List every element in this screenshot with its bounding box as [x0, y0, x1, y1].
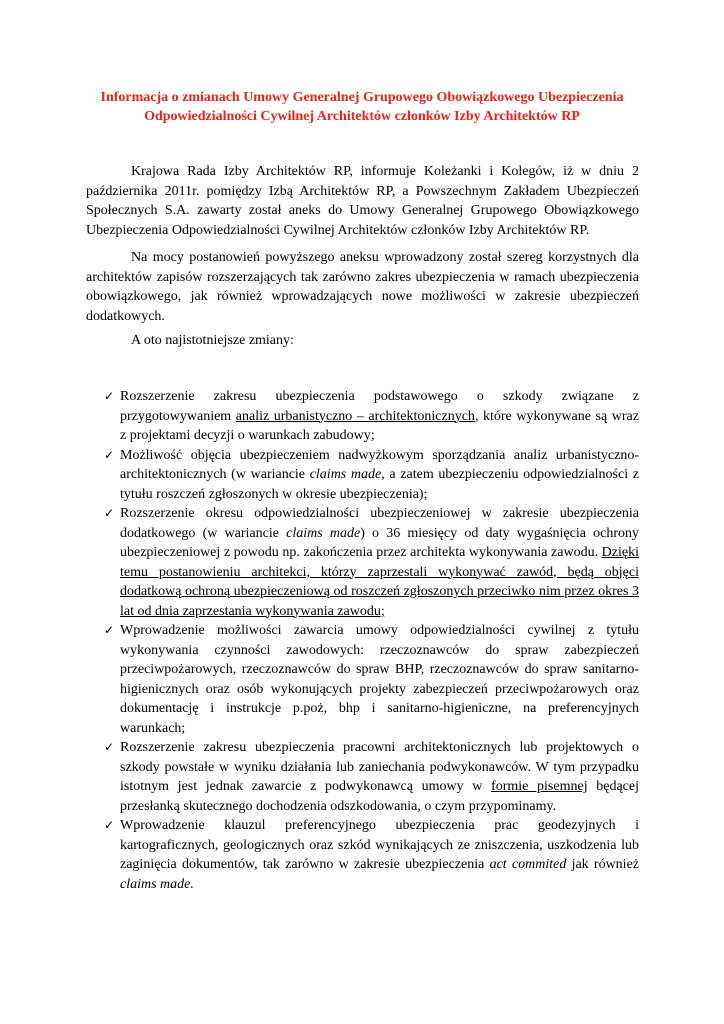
item-text: Możliwość objęcia ubezpieczeniem nadwyżkowym sporządzania analiz urbanistyczno-architektonicznych (w wariancie — [120, 447, 639, 482]
changes-list — [104, 387, 639, 894]
item-text-italic: claims made. — [120, 876, 194, 892]
checkmark-icon: ✓ — [104, 506, 115, 520]
checkmark-icon: ✓ — [104, 389, 115, 403]
title-line-1: Informacja o zmianach Umowy Generalnej Grupowego Obowiązkowego Ubezpieczenia — [100, 90, 624, 105]
item-text-italic: claims made — [309, 467, 382, 482]
item-text: będącej przesłanką skutecznego dochodzenia odszkodowania, o czym przypominamy. — [120, 779, 639, 814]
item-text: Wprowadzenie klauzul preferencyjnego ubezpieczenia prac geodezyjnych i kartograficznych, geologicznych oraz szkód wynikających ze zniszczenia, uszkodzenia lub zaginięcia dokumentów, tak zarówno w zakresie ubezpieczenia — [120, 818, 639, 872]
item-text: jak również — [566, 857, 639, 872]
item-text: Rozszerzenie zakresu ubezpieczenia pracowni architektonicznych lub projektowych o szkody powstałe w wyniku działania lub zaniechania podwykonawców. W tym przypadku istotnym jest jednak zawarcie z podwykonawcą umowy w — [120, 740, 639, 794]
item-text: Rozszerzenie okresu odpowiedzialności ubezpieczeniowej w zakresie ubezpieczenia dodatkowego (w wariancie — [120, 506, 639, 541]
title-line-2: Odpowiedzialności Cywilnej Architektów członków Izby Architektów RP — [144, 109, 580, 124]
item-text: ) o 36 miesięcy od daty wygaśnięcia ochrony ubezpieczeniowej z powodu np. zakończenia przez architekta wykonywania zawodu. — [120, 525, 640, 560]
item-text: , które wykonywane są wraz z projektami decyzji o warunkach zabudowy; — [120, 408, 639, 443]
paragraph-intro: Krajowa Rada Izby Architektów RP, informuje Koleżanki i Kolegów, iż w dniu 2 października 2011r. pomiędzy Izbą Architektów RP, a Powszechnym Zakładem Ubezpieczeń Społecznych S.A. zawarty został aneks do Umowy Generalnej Grupowego Obowiązkowego Ubezpieczenia Odpowiedzialności Cywilnej Architektów członków Izby Architektów RP. — [86, 164, 639, 238]
item-text-underlined: formie pisemnej — [491, 779, 588, 794]
item-text: Rozszerzenie zakresu ubezpieczenia podstawowego o szkody związane z przygotowywaniem — [120, 389, 639, 424]
item-text-italic: act commited — [489, 857, 567, 872]
document-title — [80, 88, 644, 126]
paragraph-changes-heading: A oto najistotniejsze zmiany: — [131, 333, 294, 348]
checkmark-icon: ✓ — [104, 818, 115, 832]
paragraph-amendment: Na mocy postanowień powyższego aneksu wprowadzony został szereg korzystnych dla architektów zapisów rozszerzających tak zarówno zakres ubezpieczenia w ramach ubezpieczenia obowiązkowego, jak również wprowadzających nowe możliwości w zakresie ubezpieczeń dodatkowych. — [86, 250, 639, 324]
checkmark-icon: ✓ — [104, 447, 115, 462]
list-item — [104, 738, 639, 816]
list-item — [104, 621, 639, 738]
item-text-italic: claims made — [286, 525, 361, 541]
item-text: Wprowadzenie możliwości zawarcia umowy odpowiedzialności cywilnej z tytułu wykonywania czynności zawodowych: rzeczoznawców do spraw zabezpieczeń przeciwpożarowych, rzeczoznawców do spraw BHP, rzeczoznawców do spraw sanitarno-higienicznych oraz osób wykonujących projekty zabezpieczeń przeciwpożarowych oraz dokumentację i instrukcje p.poż, bhp i sanitarno-higieniczne, na preferencyjnych warunkach; — [120, 623, 639, 736]
list-item — [104, 504, 639, 621]
list-item — [104, 446, 639, 505]
item-text-underlined: analiz urbanistyczno – architektonicznych — [235, 408, 475, 424]
item-text: , a zatem ubezpieczeniu odpowiedzialności z tytułu roszczeń zgłoszonych w okresie ubezpieczenia); — [120, 467, 639, 502]
list-item — [104, 387, 639, 446]
checkmark-icon: ✓ — [104, 740, 115, 754]
checkmark-icon: ✓ — [104, 623, 115, 637]
list-item — [104, 816, 639, 894]
item-text-underlined: Dzięki temu postanowieniu architekci, którzy zaprzestali wykonywać zawód, będą objęci dodatkową ochroną ubezpieczeniową od roszczeń zgłoszonych przeciwko nim przez okres 3 lat od dnia zaprzestania wykonywania zawodu; — [120, 545, 639, 619]
